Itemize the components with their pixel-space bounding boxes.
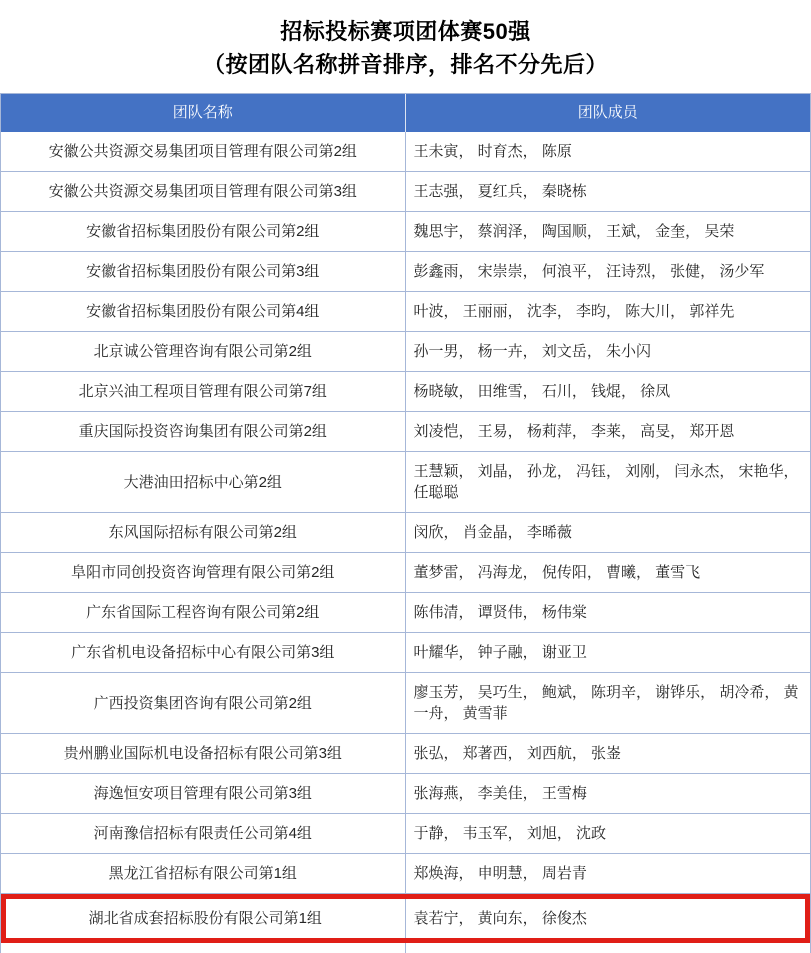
team-name-cell: 贵州鹏业国际机电设备招标有限公司第3组 <box>1 734 406 773</box>
team-members-cell: 杨晓敏， 田维雪， 石川， 钱焜， 徐凤 <box>413 383 671 400</box>
team-members-cell: 董梦雷， 冯海龙， 倪传阳， 曹曦， 董雪飞 <box>413 564 701 581</box>
team-members-cell: 陈伟清， 谭贤伟， 杨伟棠 <box>413 604 587 621</box>
table-row <box>1 332 810 372</box>
table-row <box>1 854 810 894</box>
team-members-cell: 刘凌恺， 王易， 杨莉萍， 李莱， 高旻， 郑开恩 <box>413 423 735 440</box>
table-header-row <box>1 94 810 132</box>
table-row <box>1 513 810 553</box>
title-line-1: 招标投标赛项团体赛50强 <box>280 19 531 44</box>
table-row <box>1 452 810 513</box>
team-members-cell: 叶耀华， 钟子融， 谢亚卫 <box>413 644 587 661</box>
team-name-cell: 广西投资集团咨询有限公司第2组 <box>1 673 406 733</box>
team-members-cell: 王慧颖， 刘晶， 孙龙， 冯钰， 刘刚， 闫永杰， 宋艳华， 任聪聪 <box>413 463 799 501</box>
results-table <box>0 93 811 953</box>
table-row <box>1 132 810 172</box>
team-members-cell: 魏思宇， 蔡润泽， 陶国顺， 王斌， 金奎， 吴荣 <box>413 223 735 240</box>
team-name-cell: 大港油田招标中心第2组 <box>1 452 406 512</box>
team-members-cell: 叶波， 王丽丽， 沈李， 李昀， 陈大川， 郭祥先 <box>413 303 735 320</box>
team-members-cell: 王志强， 夏红兵， 秦晓栋 <box>413 183 587 200</box>
team-name-cell: 北京诚公管理咨询有限公司第2组 <box>1 332 406 371</box>
page-title <box>0 0 811 93</box>
table-row <box>1 633 810 673</box>
table-row-highlighted <box>1 894 810 943</box>
team-members-cell: 张弘， 郑著西， 刘西航， 张崟 <box>413 745 622 762</box>
team-members-cell: 郑焕海， 申明慧， 周岩青 <box>413 865 587 882</box>
team-name-cell: 阜阳市同创投资咨询管理有限公司第2组 <box>1 553 406 592</box>
team-name-cell: 安徽省招标集团股份有限公司第2组 <box>1 212 406 251</box>
team-name-cell: 黑龙江省招标有限公司第1组 <box>1 854 406 893</box>
table-row <box>1 372 810 412</box>
table-row <box>1 814 810 854</box>
team-members-cell: 王未寅， 时育杰， 陈原 <box>413 143 572 160</box>
table-row <box>1 673 810 734</box>
team-members-cell: 于静， 韦玉军， 刘旭， 沈政 <box>413 825 607 842</box>
team-members-cell: 孙一男， 杨一卉， 刘文岳， 朱小闪 <box>413 343 652 360</box>
team-name-cell: 安徽省招标集团股份有限公司第3组 <box>1 252 406 291</box>
table-row <box>1 593 810 633</box>
team-name-cell: 安徽公共资源交易集团项目管理有限公司第2组 <box>1 132 406 171</box>
team-members-cell: 闵欣， 肖金晶， 李晞薇 <box>413 524 572 541</box>
header-team-members: 团队成员 <box>577 104 638 121</box>
team-members-cell: 张海燕， 李美佳， 王雪梅 <box>413 785 587 802</box>
table-body <box>1 132 810 943</box>
team-name-cell: 海逸恒安项目管理有限公司第3组 <box>1 774 406 813</box>
table-row <box>1 172 810 212</box>
table-row <box>1 412 810 452</box>
team-members-cell <box>406 943 811 953</box>
team-name-cell: 广东省国际工程咨询有限公司第2组 <box>1 593 406 632</box>
table-row <box>1 292 810 332</box>
title-line-2: （按团队名称拼音排序，排名不分先后） <box>202 52 608 77</box>
table-row <box>1 734 810 774</box>
table-row <box>1 252 810 292</box>
team-name-cell: 湖北省成套招标股份有限公司第1组 <box>6 899 406 938</box>
table-row <box>1 774 810 814</box>
team-name-cell: 安徽公共资源交易集团项目管理有限公司第3组 <box>1 172 406 211</box>
team-name-cell: 重庆国际投资咨询集团有限公司第2组 <box>1 412 406 451</box>
team-name-cell <box>1 943 406 953</box>
team-name-cell: 东风国际招标有限公司第2组 <box>1 513 406 552</box>
team-members-cell: 廖玉芳， 吴巧生， 鲍斌， 陈玥辛， 谢铧乐， 胡冷希， 黄一舟， 黄雪菲 <box>413 684 799 722</box>
team-name-cell: 北京兴油工程项目管理有限公司第7组 <box>1 372 406 411</box>
team-members-cell: 袁若宁， 黄向东， 徐俊杰 <box>413 910 587 927</box>
table-row-partial <box>1 943 810 953</box>
team-name-cell: 安徽省招标集团股份有限公司第4组 <box>1 292 406 331</box>
team-name-cell: 广东省机电设备招标中心有限公司第3组 <box>1 633 406 672</box>
table-row <box>1 553 810 593</box>
header-team-name: 团队名称 <box>1 94 406 132</box>
team-members-cell: 彭鑫雨， 宋崇崇， 何浪平， 汪诗烈， 张健， 汤少军 <box>413 263 765 280</box>
table-row <box>1 212 810 252</box>
team-name-cell: 河南豫信招标有限责任公司第4组 <box>1 814 406 853</box>
